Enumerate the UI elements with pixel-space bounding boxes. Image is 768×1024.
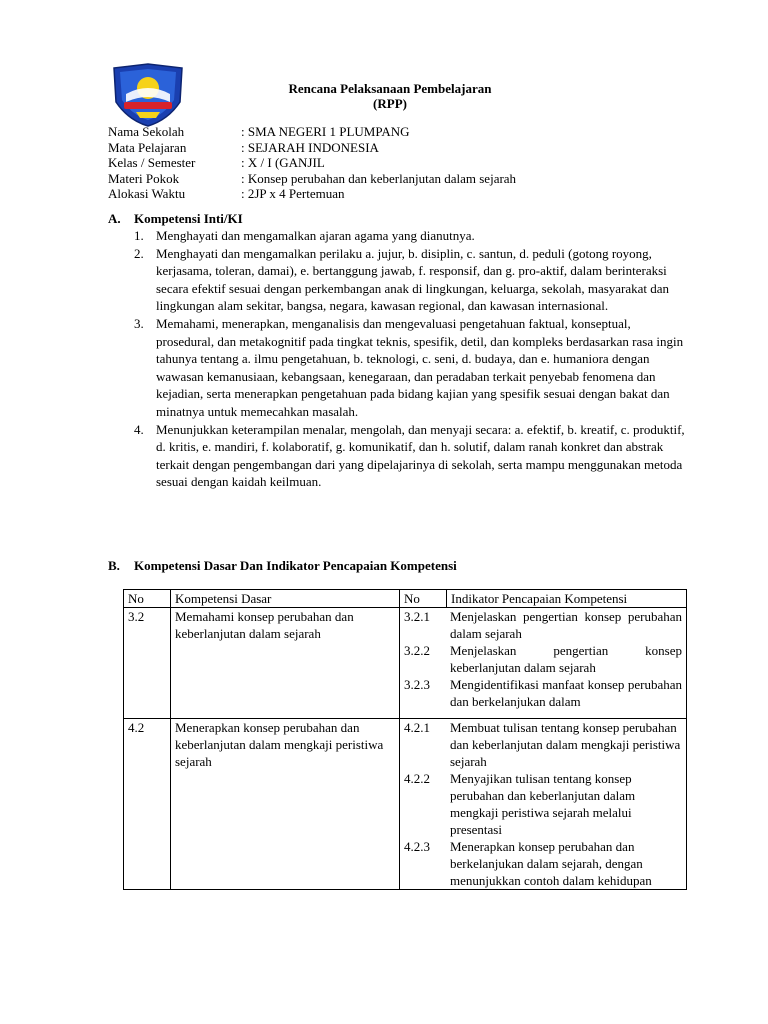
meta-label: Alokasi Waktu [108, 186, 186, 201]
meta-row-class [108, 155, 516, 171]
meta-value: : X / I (GANJIL [241, 155, 325, 170]
meta-row-school [108, 124, 516, 140]
meta-value: : Konsep perubahan dan keberlanjutan dalam sejarah [241, 170, 517, 186]
table-row [124, 719, 687, 890]
list-item [134, 227, 694, 245]
indicator-number: 4.2.1 [404, 720, 430, 735]
meta-label: Kelas / Semester [108, 155, 196, 170]
table-row [124, 608, 687, 719]
item-number: 4. [134, 421, 144, 437]
item-text: Memahami, menerapkan, menganalisis dan mengevaluasi pengetahuan faktual, konseptual, prosedural, dan metakognitif pada tingkat teknis, spesifik, detil, dan kompleks berdasarkan rasa ingin tahunya tentang a. ilmu pengetahuan, b. teknologi, c. seni, d. budaya, dan e. humaniora dengan wawasan kemanusiaan, kebangsaan, kenegaraan, dan peradaban terkait penyebab fenomena dan kejadian, serta menerapkan pengetahuan pada bidang kajian yang spesifik sesuai dengan bakat dan minatnya untuk memecahkan masalah. [156, 315, 684, 419]
school-logo [108, 62, 188, 128]
indicator-number: 4.2.2 [404, 771, 430, 786]
section-title: Kompetensi Inti/KI [134, 211, 243, 226]
indicator-text: Menjelaskan pengertian konsep keberlanjutan dalam sejarah [450, 643, 682, 675]
indicator-cell [400, 608, 687, 719]
meta-value: : SMA NEGERI 1 PLUMPANG [241, 124, 410, 139]
item-text: Menghayati dan mengamalkan ajaran agama yang dianutnya. [156, 228, 475, 243]
kd-description: Memahami konsep perubahan dan keberlanjutan dalam sejarah [171, 608, 400, 719]
competency-table [123, 589, 687, 890]
indicator-item [404, 642, 682, 676]
indicator-cell [400, 719, 687, 890]
identity-block [108, 124, 516, 202]
item-number: 1. [134, 228, 144, 243]
kd-number: 3.2 [124, 608, 171, 719]
document-subtitle: (RPP) [373, 96, 407, 111]
indicator-number: 3.2.3 [404, 677, 430, 692]
indicator-text: Mengidentifikasi manfaat konsep perubahan dan berkelanjukan dalam [450, 677, 682, 709]
indicator-item [404, 719, 682, 770]
section-a-heading [108, 210, 243, 227]
item-text: Menunjukkan keterampilan menalar, mengolah, dan menyaji secara: a. efektif, b. kreatif, c. produktif, d. kritis, e. mandiri, f. kolaboratif, g. komunikatif, dan h. solutif, dalam ranah konkret dan abstrak terkait dengan pengembangan dari yang dipelajarinya di sekolah, serta mampu menggunakan metoda sesuai dengan kaidah keilmuan. [156, 421, 685, 490]
column-header: Kompetensi Dasar [171, 590, 400, 608]
indicator-item [404, 838, 682, 889]
meta-row-subject [108, 140, 516, 156]
meta-value: : 2JP x 4 Pertemuan [241, 186, 345, 201]
meta-label: Mata Pelajaran [108, 139, 187, 155]
table-header-row [124, 590, 687, 608]
indicator-item [404, 608, 682, 642]
list-item [134, 315, 694, 421]
meta-label: Materi Pokok [108, 170, 180, 186]
kd-description: Menerapkan konsep perubahan dan keberlanjutan dalam mengkaji peristiwa sejarah [171, 719, 400, 890]
indicator-item [404, 770, 682, 838]
section-b-heading [108, 557, 457, 574]
core-competency-list [134, 227, 694, 491]
list-item [134, 421, 694, 491]
column-header: Indikator Pencapaian Kompetensi [447, 590, 687, 608]
document-title: Rencana Pelaksanaan Pembelajaran [288, 81, 492, 96]
indicator-item [404, 676, 682, 710]
section-letter: B. [108, 558, 120, 573]
indicator-number: 3.2.2 [404, 643, 430, 658]
indicator-text: Menyajikan tulisan tentang konsep perubahan dan keberlanjutan dalam mengkaji peristiwa sejarah melalui presentasi [450, 771, 636, 837]
column-header: No [400, 590, 447, 608]
indicator-number: 3.2.1 [404, 609, 430, 624]
meta-row-time [108, 186, 516, 202]
indicator-text: Membuat tulisan tentang konsep perubahan dan keberlanjutan dalam mengkaji peristiwa sejarah [450, 720, 681, 769]
section-letter: A. [108, 211, 121, 226]
kd-number: 4.2 [124, 719, 171, 890]
item-text: Menghayati dan mengamalkan perilaku a. jujur, b. disiplin, c. santun, d. peduli (gotong royong, kerjasama, toleran, damai), e. bertanggung jawab, f. responsif, dan g. pro-aktif, dalam berinteraksi secara efektif sesuai dengan perkembangan anak di lingkungan, keluarga, sekolah, masyarakat dan lingkungan alam sekitar, bangsa, negara, kawasan regional, dan kawasan internasional. [156, 245, 670, 314]
indicator-text: Menjelaskan pengertian konsep perubahan dalam sejarah [450, 609, 682, 641]
item-number: 2. [134, 245, 144, 261]
column-header: No [124, 590, 171, 608]
meta-label: Nama Sekolah [108, 124, 185, 139]
indicator-text: Menerapkan konsep perubahan dan berkelanjukan dalam sejarah, dengan menunjukkan contoh dalam kehidupan [450, 839, 652, 888]
indicator-number: 4.2.3 [404, 839, 430, 854]
meta-row-topic [108, 171, 516, 187]
section-title: Kompetensi Dasar Dan Indikator Pencapaian Kompetensi [134, 558, 457, 573]
meta-value: : SEJARAH INDONESIA [241, 139, 379, 155]
list-item [134, 245, 694, 315]
item-number: 3. [134, 315, 144, 331]
